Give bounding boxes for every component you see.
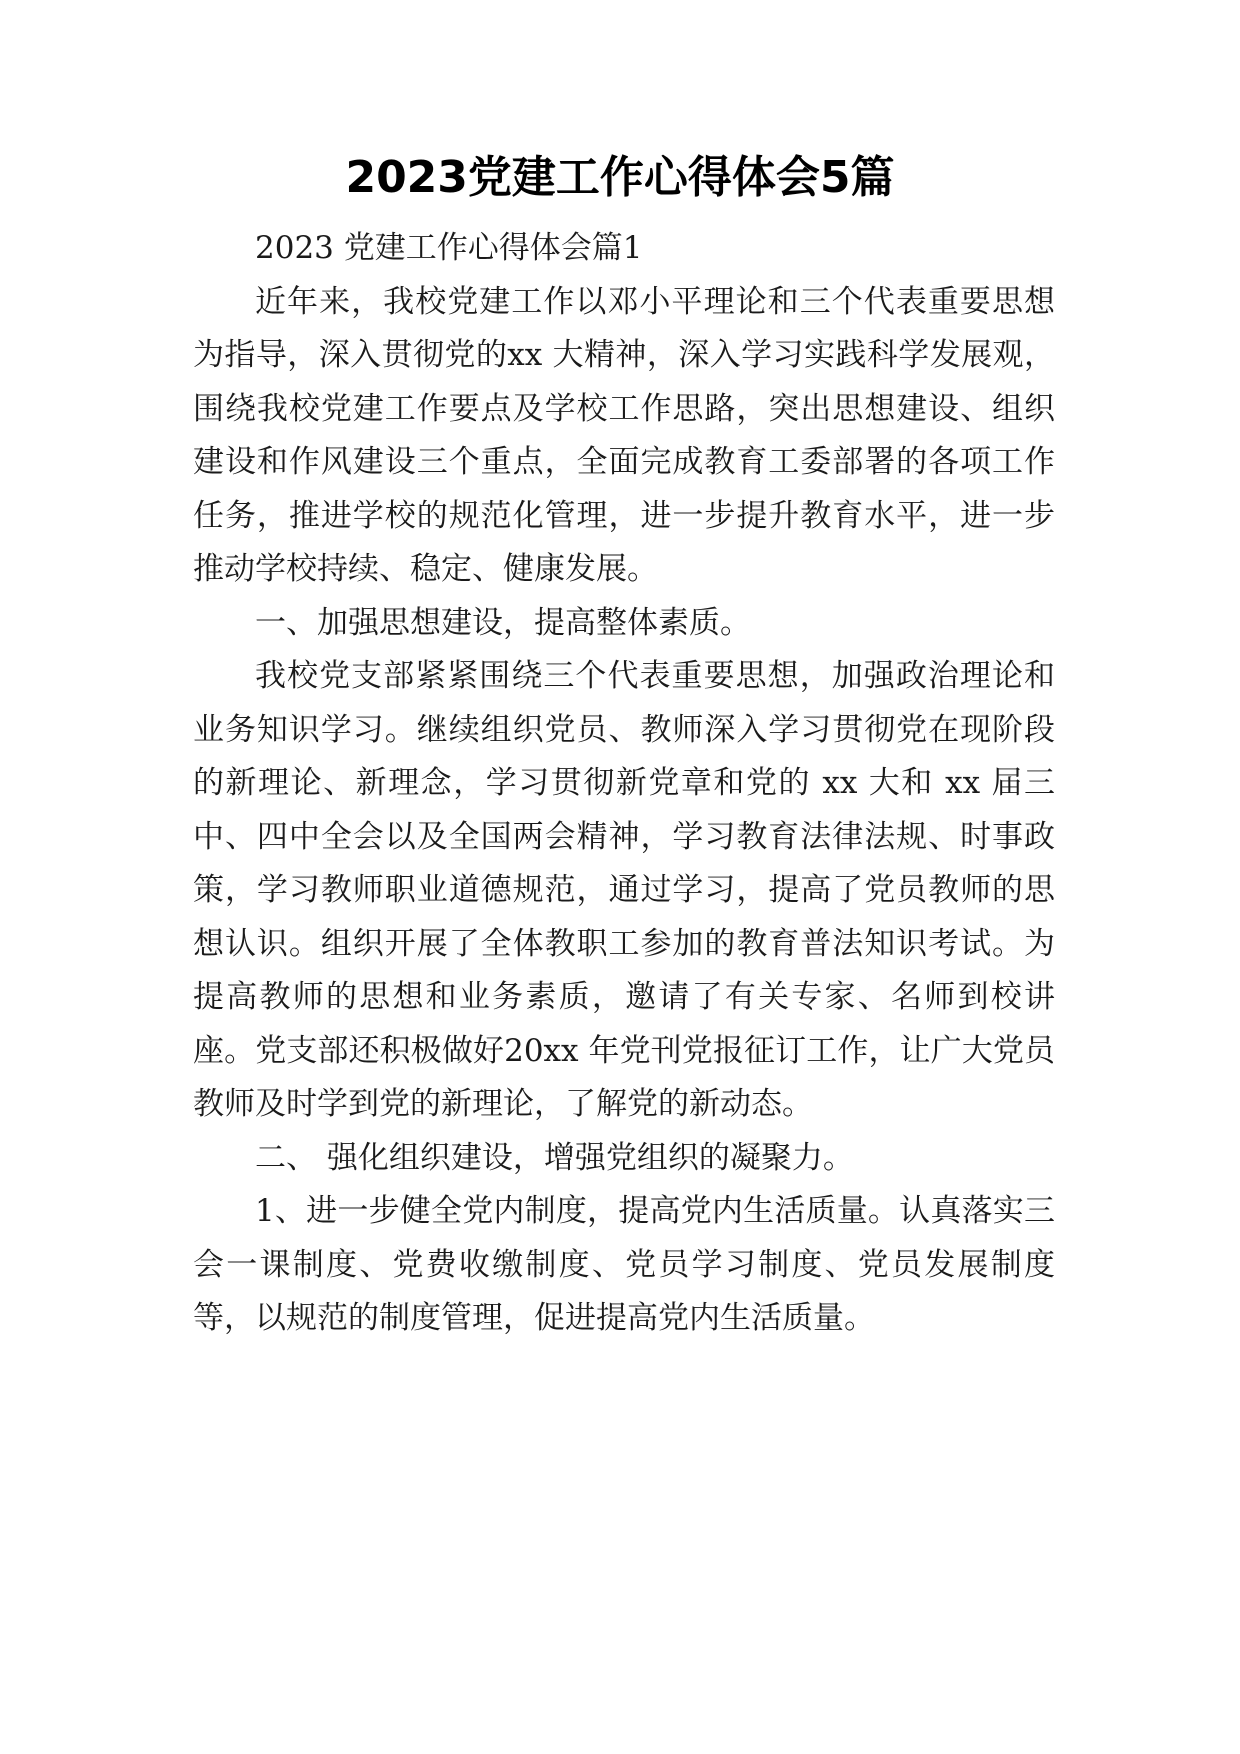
- body-paragraph: 近年来，我校党建工作以邓小平理论和三个代表重要思想为指导，深入贯彻党的xx 大精神，深入学习实践科学发展观，围绕我校党建工作要点及学校工作思路，突出思想建设、组织建设和作风建设三个重点，全面完成教育工委部署的各项工作任务，推进学校的规范化管理，进一步提升教育水平，进一步推动学校持续、稳定、健康发展。: [193, 283, 1055, 587]
- section-heading: 二、 强化组织建设，增强党组织的凝聚力。: [255, 1139, 854, 1176]
- body-paragraph: 我校党支部紧紧围绕三个代表重要思想，加强政治理论和业务知识学习。继续组织党员、教师深入学习贯彻党在现阶段的新理论、新理念，学习贯彻新党章和党的 xx 大和 xx 届三中、四中全会以及全国两会精神，学习教育法律法规、时事政策，学习教师职业道德规范，通过学习，提高了党员教师的思想认识。组织开展了全体教职工参加的教育普法知识考试。为提高教师的思想和业务素质，邀请了有关专家、名师到校讲座。党支部还积极做好20xx 年党刊党报征订工作，让广大党员教师及时学到党的新理论，了解党的新动态。: [193, 658, 1055, 1122]
- section-heading: 一、加强思想建设，提高整体素质。: [255, 604, 751, 641]
- body-paragraph: 1、进一步健全党内制度，提高党内生活质量。认真落实三会一课制度、党费收缴制度、党员学习制度、党员发展制度等，以规范的制度管理，促进提高党内生活质量。: [193, 1193, 1055, 1336]
- section-subtitle: 2023 党建工作心得体会篇1: [255, 230, 643, 266]
- document-body: [193, 222, 1055, 1346]
- document-title: 2023党建工作心得体会5篇: [345, 152, 895, 203]
